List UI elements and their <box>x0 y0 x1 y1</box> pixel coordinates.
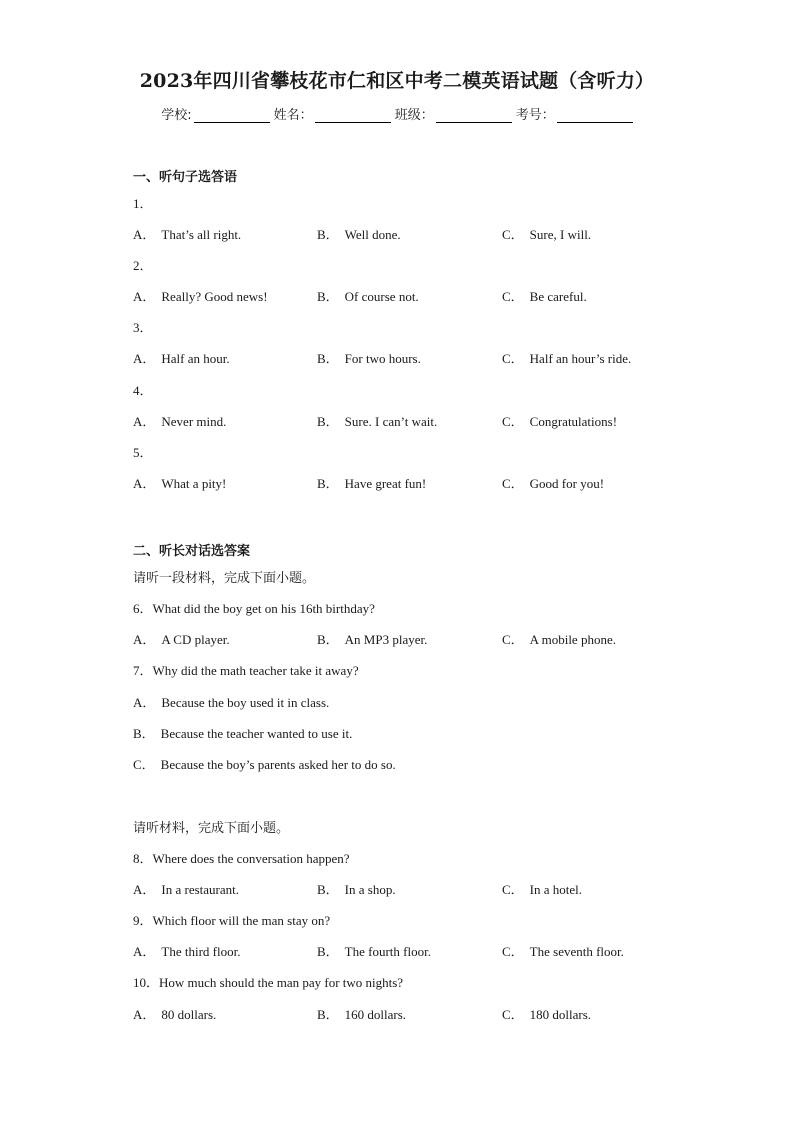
option-c[interactable]: C． Half an hour’s ride. <box>502 351 632 366</box>
option-b[interactable]: B． 160 dollars. <box>317 1007 407 1022</box>
section-1-heading: 一、听句子选答语 <box>133 170 238 185</box>
exam-number-blank[interactable] <box>557 108 633 123</box>
school-blank[interactable] <box>194 108 270 123</box>
question-number: 1． <box>133 196 153 211</box>
question-number: 5． <box>133 445 153 460</box>
option-b[interactable]: B． An MP3 player. <box>317 632 428 647</box>
option-b[interactable]: B． Sure. I can’t wait. <box>317 414 438 429</box>
option-b[interactable]: B． The fourth floor. <box>317 944 431 959</box>
option-a[interactable]: A． 80 dollars. <box>133 1007 217 1022</box>
option-a[interactable]: A． Really? Good news! <box>133 289 268 304</box>
option-a[interactable]: A． That’s all right. <box>133 227 242 242</box>
option-b[interactable]: B． Because the teacher wanted to use it. <box>133 726 353 741</box>
question-stem: 7．Why did the math teacher take it away? <box>133 663 359 678</box>
option-b[interactable]: B． Of course not. <box>317 289 419 304</box>
page-title: 2023年四川省攀枝花市仁和区中考二模英语试题（含听力） <box>139 70 655 92</box>
question-stem: 9．Which floor will the man stay on? <box>133 913 331 928</box>
option-a[interactable]: A． The third floor. <box>133 944 241 959</box>
exam-number-field[interactable]: 考号： <box>516 104 633 123</box>
name-field[interactable]: 姓名： <box>274 104 391 123</box>
option-a[interactable]: A． In a restaurant. <box>133 882 239 897</box>
option-c[interactable]: C． Good for you! <box>502 476 605 491</box>
class-blank[interactable] <box>436 108 512 123</box>
option-c[interactable]: C． The seventh floor. <box>502 944 624 959</box>
student-info-row <box>0 104 794 123</box>
option-b[interactable]: B． Have great fun! <box>317 476 427 491</box>
question-number: 2． <box>133 258 153 273</box>
option-c[interactable]: C． Be careful. <box>502 289 587 304</box>
option-b[interactable]: B． In a shop. <box>317 882 396 897</box>
listening-instruction: 请听一段材料，完成下面小题。 <box>133 571 316 586</box>
option-c[interactable]: C． Congratulations! <box>502 414 618 429</box>
option-c[interactable]: C． In a hotel. <box>502 882 583 897</box>
option-c[interactable]: C． A mobile phone. <box>502 632 616 647</box>
option-a[interactable]: A． Never mind. <box>133 414 227 429</box>
school-field[interactable]: 学校: <box>161 104 269 123</box>
question-number: 4． <box>133 383 153 398</box>
option-a[interactable]: A． Because the boy used it in class. <box>133 695 330 710</box>
option-b[interactable]: B． For two hours. <box>317 351 421 366</box>
option-c[interactable]: C． Because the boy’s parents asked her to do so. <box>133 757 396 772</box>
question-stem: 8．Where does the conversation happen? <box>133 851 350 866</box>
option-c[interactable]: C． 180 dollars. <box>502 1007 592 1022</box>
question-number: 3． <box>133 320 153 335</box>
question-stem: 6．What did the boy get on his 16th birthday? <box>133 601 375 616</box>
class-field[interactable]: 班级： <box>395 104 512 123</box>
option-a[interactable]: A． A CD player. <box>133 632 230 647</box>
section-2-heading: 二、听长对话选答案 <box>133 544 251 559</box>
option-a[interactable]: A． Half an hour. <box>133 351 230 366</box>
listening-instruction: 请听材料，完成下面小题。 <box>133 821 290 836</box>
name-blank[interactable] <box>315 108 391 123</box>
question-stem: 10．How much should the man pay for two nights? <box>133 975 404 990</box>
option-a[interactable]: A． What a pity! <box>133 476 227 491</box>
option-c[interactable]: C． Sure, I will. <box>502 227 592 242</box>
option-b[interactable]: B． Well done. <box>317 227 401 242</box>
